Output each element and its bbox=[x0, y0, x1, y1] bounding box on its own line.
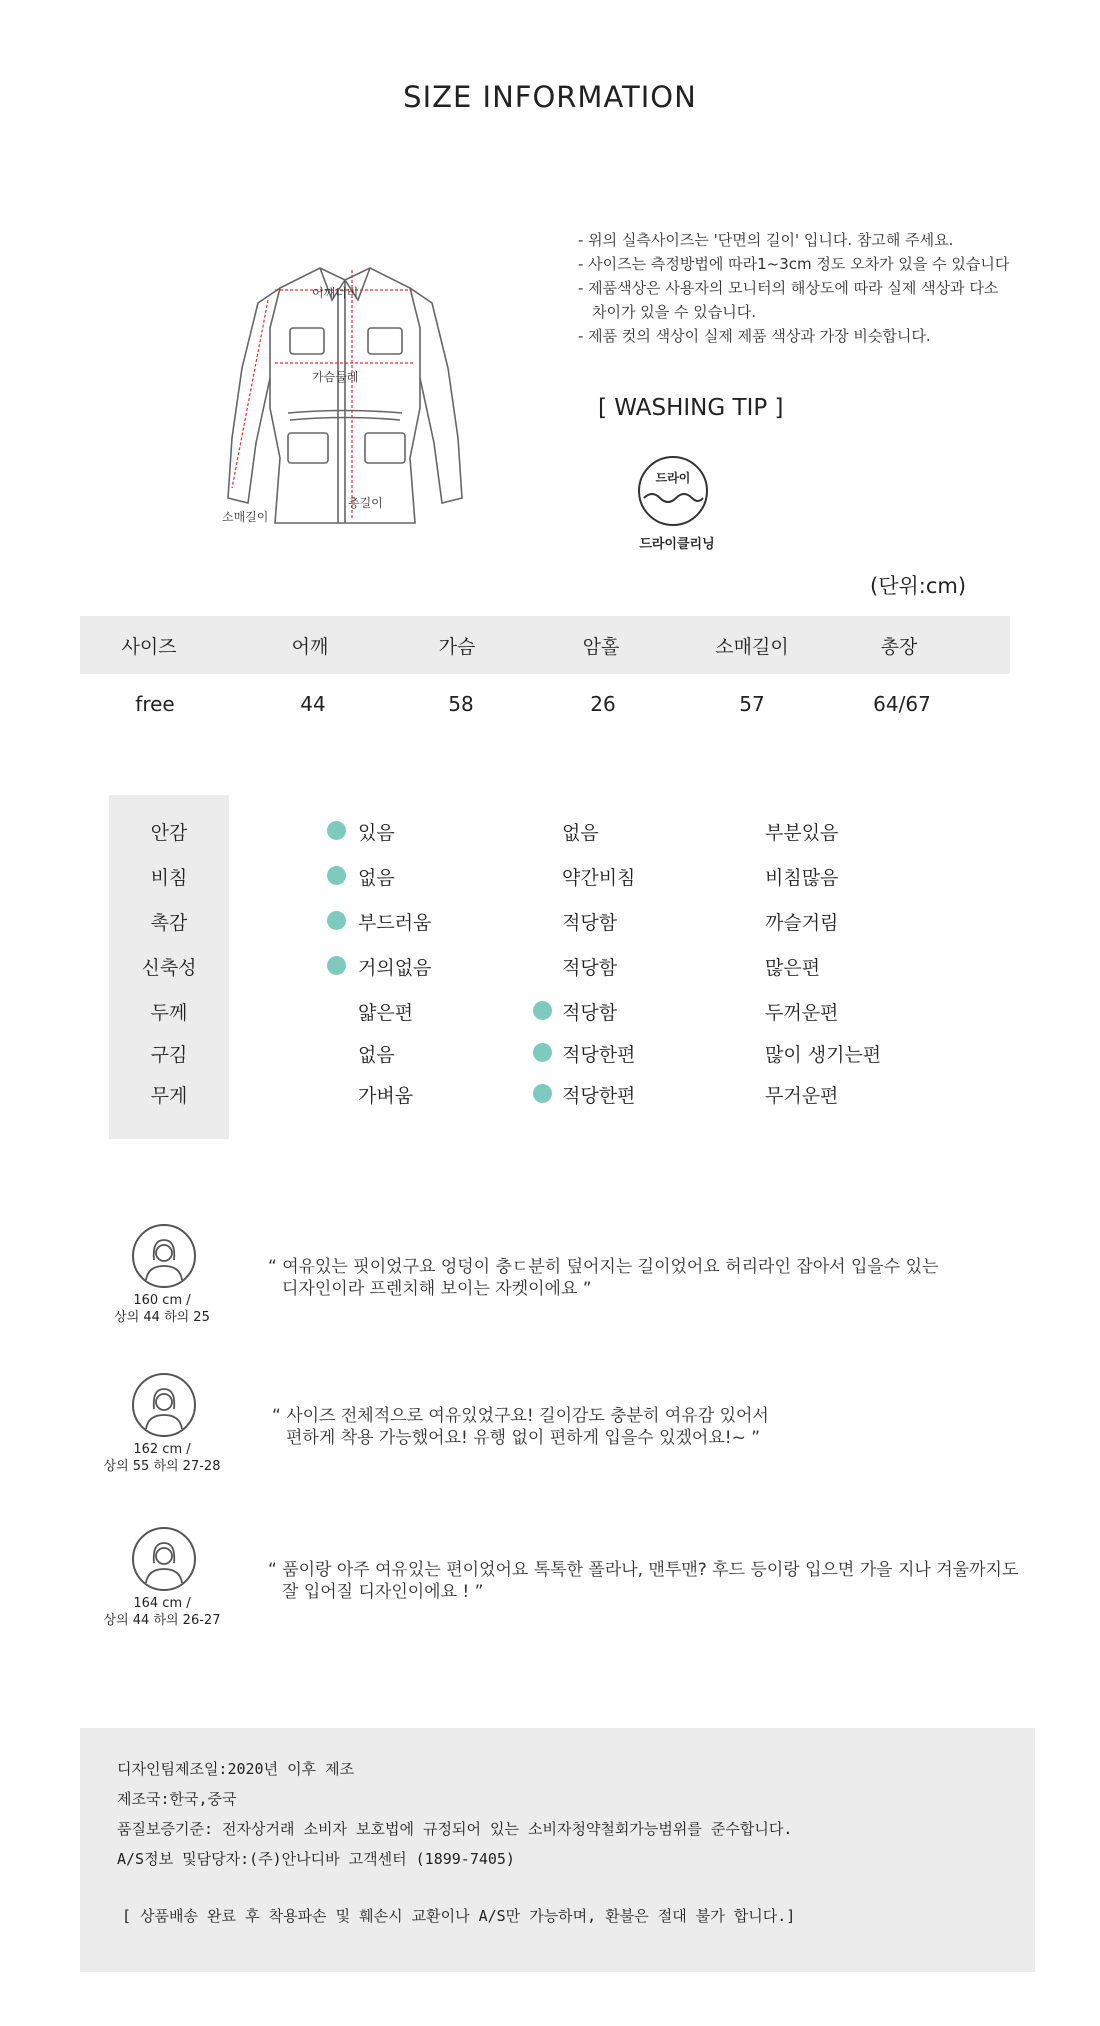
washing-tip-title: [ WASHING TIP ] bbox=[598, 395, 784, 421]
info-line: 제조국:한국,중국 bbox=[117, 1790, 237, 1808]
size-header-cell: 어깨 bbox=[291, 636, 329, 658]
note-line: - 위의 실측사이즈는 '단면의 길이' 입니다. 참고해 주세요. bbox=[578, 231, 954, 249]
feature-option: 없음 bbox=[358, 1044, 395, 1066]
dry-icon-text: 드라이 bbox=[655, 471, 691, 485]
feature-label: 비침 bbox=[150, 867, 188, 889]
reviewer-size: 상의 44 하의 26-27 bbox=[103, 1613, 221, 1628]
selected-indicator-dot bbox=[327, 911, 346, 930]
size-value-cell: free bbox=[135, 692, 175, 716]
reviewer-avatar-icon bbox=[132, 1373, 196, 1437]
reviewer-height: 160 cm / bbox=[133, 1293, 191, 1308]
reviewer-height: 162 cm / bbox=[133, 1442, 191, 1457]
dry-clean-icon bbox=[636, 454, 710, 528]
feature-option: 가벼움 bbox=[358, 1085, 414, 1107]
note-line: - 제품 컷의 색상이 실제 제품 색상과 가장 비슷합니다. bbox=[578, 327, 931, 345]
feature-option: 거의없음 bbox=[358, 957, 432, 979]
info-notice: [ 상품배송 완료 후 착용파손 및 훼손시 교환이나 A/S만 가능하며, 환불은 절대 불가 합니다.] bbox=[122, 1907, 796, 1925]
selected-indicator-dot bbox=[327, 821, 346, 840]
feature-label: 신축성 bbox=[141, 957, 197, 979]
feature-option: 얇은편 bbox=[358, 1002, 414, 1024]
info-line: 품질보증기준: 전자상거래 소비자 보호법에 규정되어 있는 소비자청약철회가능범위를 준수합니다. bbox=[117, 1820, 793, 1838]
note-line: 차이가 있을 수 있습니다. bbox=[592, 303, 756, 321]
feature-option: 적당함 bbox=[562, 1002, 618, 1024]
note-line: - 제품색상은 사용자의 모니터의 해상도에 따라 실제 색상과 다소 bbox=[578, 279, 999, 297]
feature-label: 무게 bbox=[150, 1085, 188, 1107]
feature-option: 약간비침 bbox=[562, 867, 636, 889]
selected-indicator-dot bbox=[327, 866, 346, 885]
reviewer-avatar-icon bbox=[132, 1224, 196, 1288]
feature-option: 없음 bbox=[358, 867, 395, 889]
feature-option: 적당함 bbox=[562, 957, 618, 979]
feature-option: 적당한편 bbox=[562, 1044, 636, 1066]
diagram-label-sleeve: 소매길이 bbox=[222, 510, 269, 524]
size-value-cell: 44 bbox=[300, 692, 326, 716]
size-header-cell: 암홀 bbox=[582, 636, 620, 658]
diagram-label-length: 총길이 bbox=[348, 496, 383, 510]
feature-option: 부드러움 bbox=[358, 912, 432, 934]
size-value-cell: 57 bbox=[739, 692, 765, 716]
review-quote: 잘 입어질 디자인이에요 ! ” bbox=[282, 1582, 484, 1602]
feature-option: 부분있음 bbox=[765, 822, 839, 844]
size-value-cell: 26 bbox=[590, 692, 616, 716]
reviewer-size: 상의 44 하의 25 bbox=[114, 1310, 210, 1325]
feature-option: 적당한편 bbox=[562, 1085, 636, 1107]
unit-label: (단위:cm) bbox=[870, 574, 967, 598]
selected-indicator-dot bbox=[533, 1043, 552, 1062]
review-quote: 디자인이라 프렌치해 보이는 자켓이에요 ” bbox=[282, 1279, 592, 1299]
review-quote: “ 여유있는 핏이었구요 엉덩이 충ㄷ분히 덮어지는 길이었어요 허리라인 잡아서 입을수 있는 bbox=[268, 1257, 939, 1277]
size-value-cell: 58 bbox=[448, 692, 474, 716]
feature-option: 없음 bbox=[562, 822, 599, 844]
size-header-cell: 사이즈 bbox=[121, 636, 177, 658]
feature-option: 비침많음 bbox=[765, 867, 839, 889]
review-quote: 편하게 착용 가능했어요! 유행 없이 편하게 입을수 있겠어요!~ ” bbox=[286, 1428, 761, 1448]
feature-option: 무거운편 bbox=[765, 1085, 839, 1107]
review-quote: “ 사이즈 전체적으로 여유있었구요! 길이감도 충분히 여유감 있어서 bbox=[272, 1406, 769, 1426]
selected-indicator-dot bbox=[533, 1084, 552, 1103]
feature-option: 두꺼운편 bbox=[765, 1002, 839, 1024]
reviewer-size: 상의 55 하의 27-28 bbox=[103, 1459, 221, 1474]
diagram-label-shoulder: 어깨너비 bbox=[312, 286, 359, 300]
page-title: SIZE INFORMATION bbox=[403, 80, 697, 114]
selected-indicator-dot bbox=[533, 1001, 552, 1020]
feature-label: 촉감 bbox=[150, 912, 188, 934]
info-line: 디자인팀제조일:2020년 이후 제조 bbox=[117, 1760, 355, 1778]
review-quote: “ 품이랑 아주 여유있는 편이었어요 톡톡한 폴라나, 맨투맨? 후드 등이랑 입으면 가을 지나 겨울까지도 bbox=[268, 1560, 1019, 1580]
size-notes bbox=[578, 228, 1009, 348]
size-header-cell: 소매길이 bbox=[715, 636, 789, 658]
selected-indicator-dot bbox=[327, 956, 346, 975]
size-value-cell: 64/67 bbox=[873, 692, 931, 716]
feature-label: 안감 bbox=[150, 822, 188, 844]
size-header-cell: 총장 bbox=[880, 636, 918, 658]
feature-option: 많은편 bbox=[765, 957, 821, 979]
reviewer-avatar-icon bbox=[132, 1527, 196, 1591]
size-header-cell: 가슴 bbox=[438, 636, 476, 658]
feature-option: 까슬거림 bbox=[765, 912, 839, 934]
feature-option: 적당함 bbox=[562, 912, 618, 934]
diagram-label-chest: 가슴둘레 bbox=[312, 370, 359, 384]
info-line: A/S정보 및담당자:(주)안나디바 고객센터 (1899-7405) bbox=[117, 1850, 515, 1868]
washing-label: 드라이클리닝 bbox=[639, 537, 715, 552]
feature-label: 두께 bbox=[150, 1002, 188, 1024]
note-line: - 사이즈는 측정방법에 따라1~3cm 정도 오차가 있을 수 있습니다 bbox=[578, 255, 1010, 273]
feature-option: 있음 bbox=[358, 822, 395, 844]
feature-label: 구김 bbox=[150, 1044, 188, 1066]
feature-option: 많이 생기는편 bbox=[765, 1044, 882, 1066]
reviewer-height: 164 cm / bbox=[133, 1596, 191, 1611]
